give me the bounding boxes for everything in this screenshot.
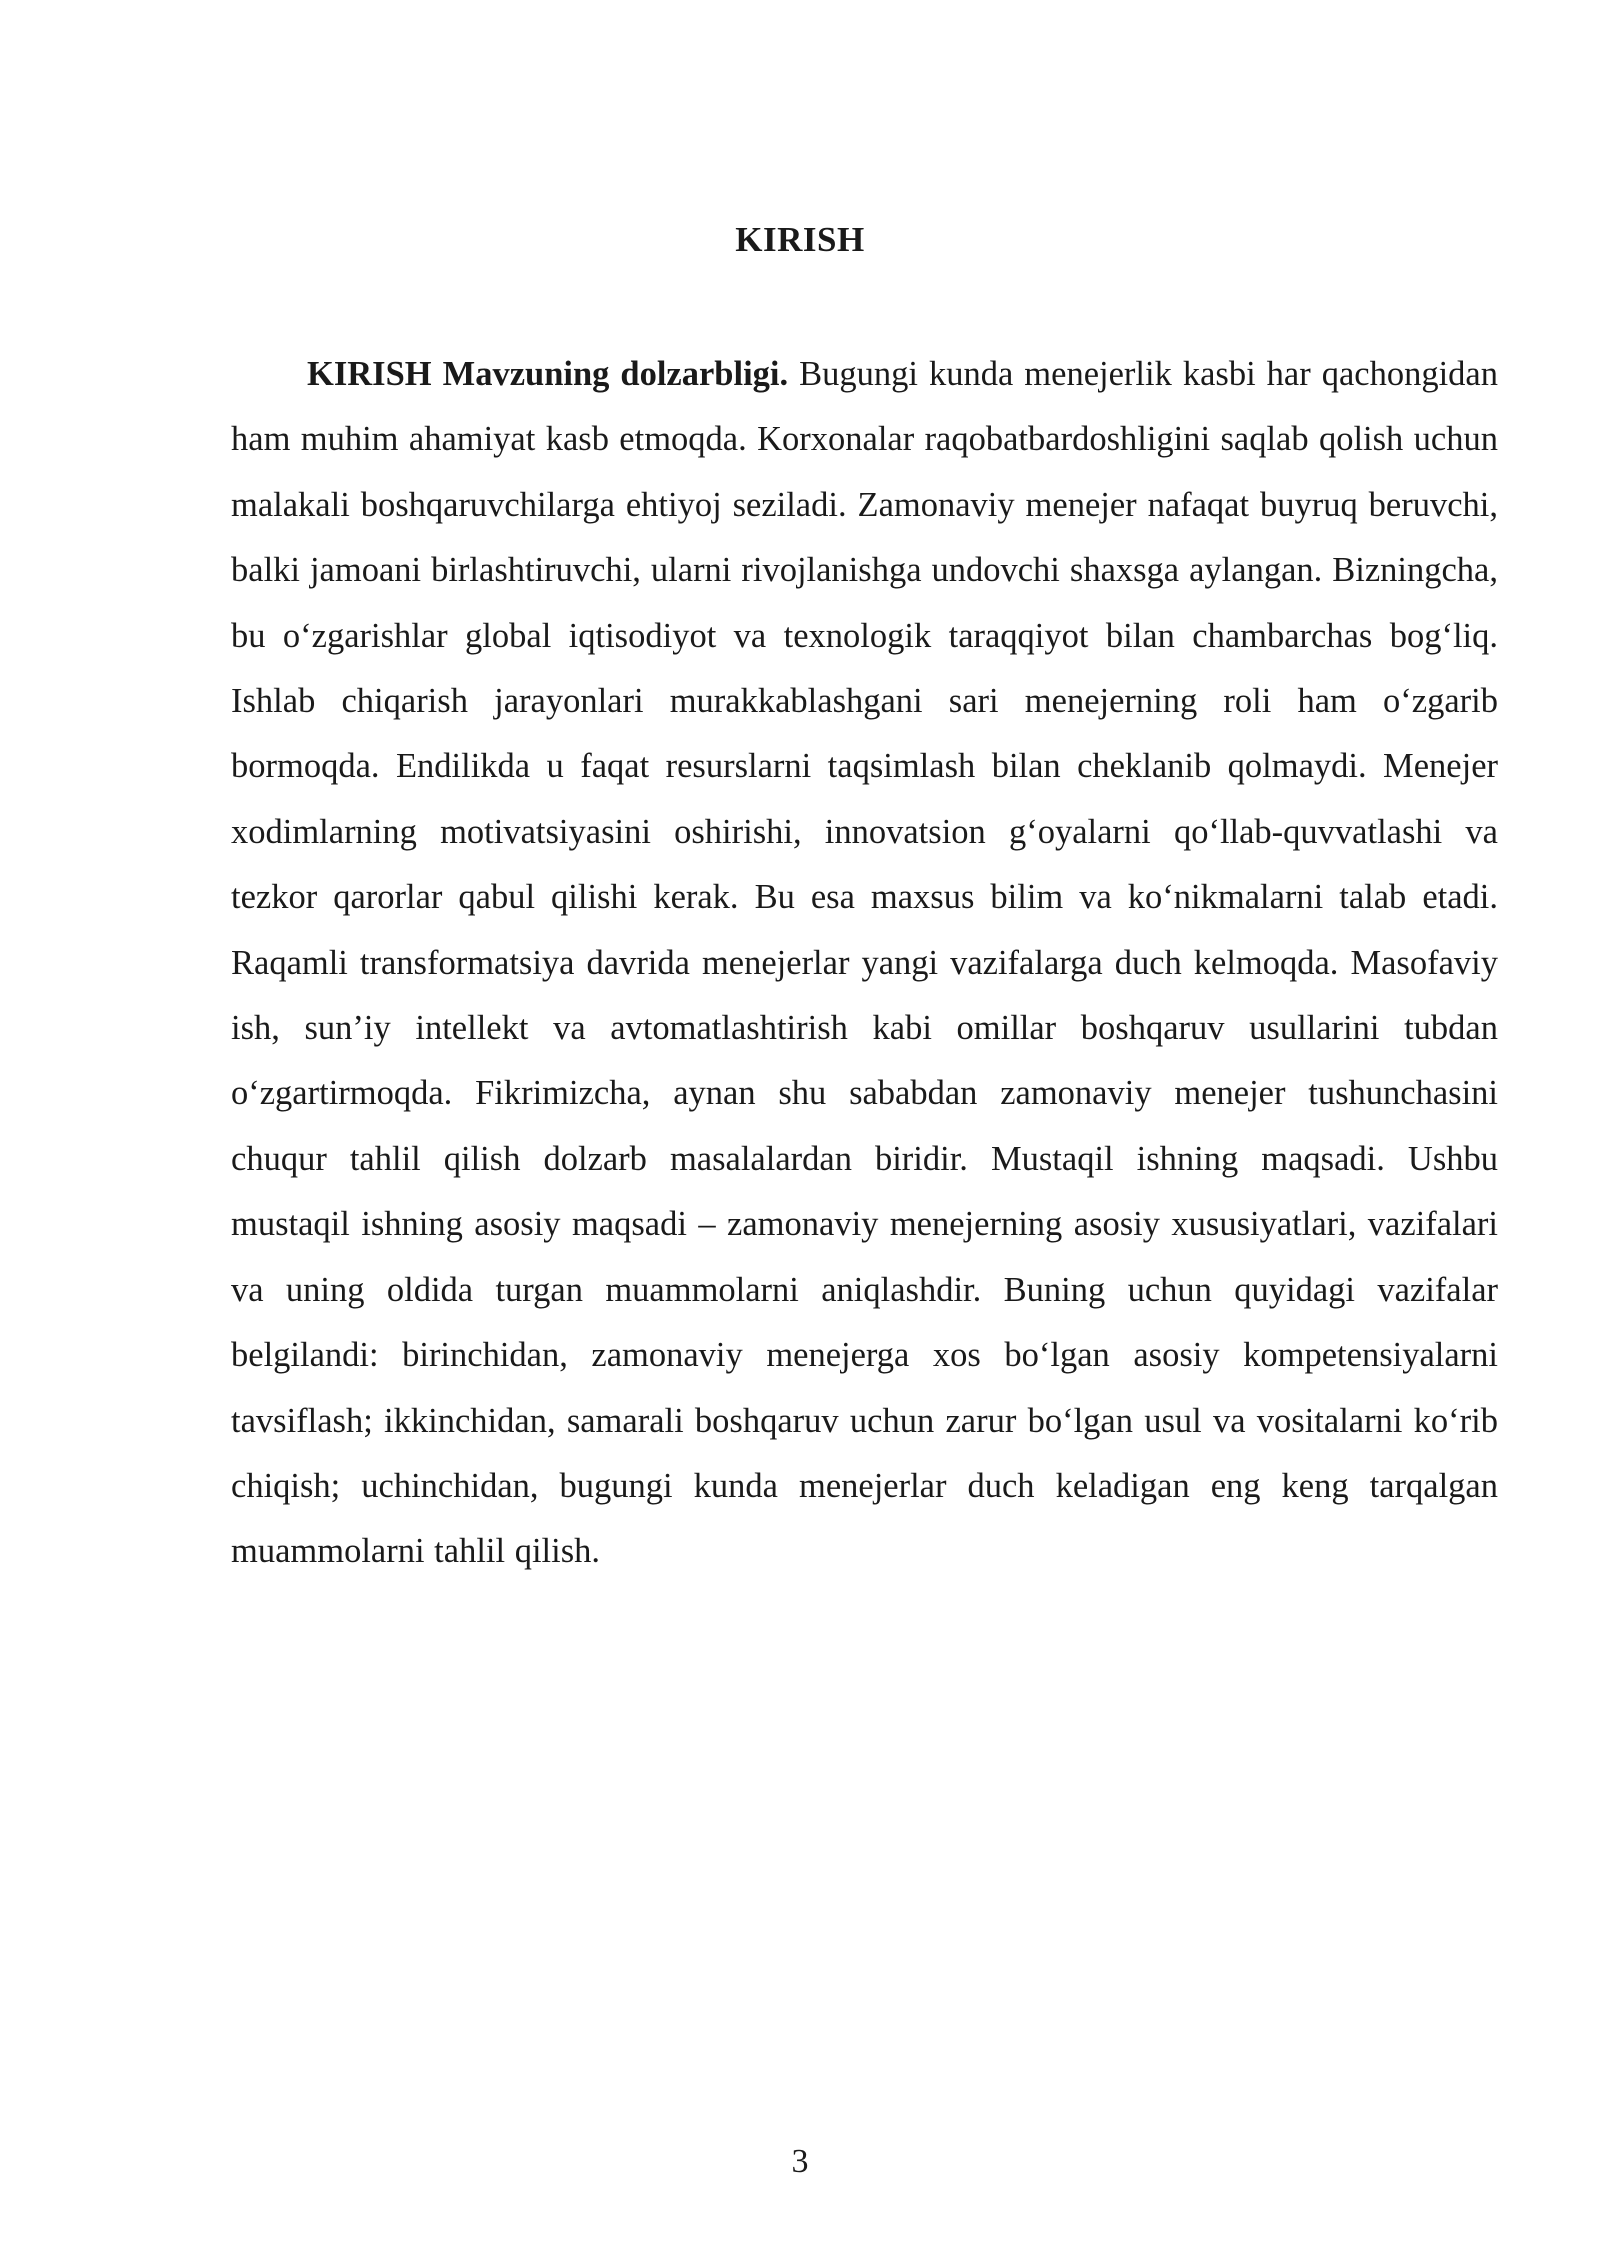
paragraph-lead-bold: KIRISH Mavzuning dolzarbligi. <box>307 355 789 393</box>
paragraph-body-text: Bugungi kunda menejerlik kasbi har qachongidan ham muhim ahamiyat kasb etmoqda. Korxonalar raqobatbardoshligini saqlab qolish uchun malakali boshqaruvchilarga ehtiyoj seziladi. Zamonaviy menejer nafaqat buyruq beruvchi, balki jamoani birlashtiruvchi, ularni rivojlanishga undovchi shaxsga aylangan. Bizningcha, bu o‘zgarishlar global iqtisodiyot va texnologik taraqqiyot bilan chambarchas bog‘liq. Ishlab chiqarish jarayonlari murakkablashgani sari menejerning roli ham o‘zgarib bormoqda. Endilikda u faqat resurslarni taqsimlash bilan cheklanib qolmaydi. Menejer xodimlarning motivatsiyasini oshirishi, innovatsion g‘oyalarni qo‘llab-quvvatlashi va tezkor qarorlar qabul qilishi kerak. Bu esa maxsus bilim va ko‘nikmalarni talab etadi. Raqamli transformatsiya davrida menejerlar yangi vazifalarga duch kelmoqda. Masofaviy ish, sun’iy intellekt va avtomatlashtirish kabi omillar boshqaruv usullarini tubdan o‘zgartirmoqda. Fikrimizcha, aynan shu sababdan zamonaviy menejer tushunchasini chuqur tahlil qilish dolzarb masalalardan biridir. Mustaqil ishning maqsadi. Ushbu mustaqil ishning asosiy maqsadi – zamonaviy menejerning asosiy xususiyatlari, vazifalari va uning oldida turgan muammolarni aniqlashdir. Buning uchun quyidagi vazifalar belgilandi: birinchidan, zamonaviy menejerga xos bo‘lgan asosiy kompetensiyalarni tavsiflash; ikkinchidan, samarali boshqaruv uchun zarur bo‘lgan usul va vositalarni ko‘rib chiqish; uchinchidan, bugungi kunda menejerlar duch keladigan eng keng tarqalgan muammolarni tahlil qilish. <box>231 355 1498 1571</box>
body-paragraph <box>231 342 1498 1585</box>
page-number: 3 <box>791 2143 809 2180</box>
section-heading: KIRISH <box>735 220 865 259</box>
